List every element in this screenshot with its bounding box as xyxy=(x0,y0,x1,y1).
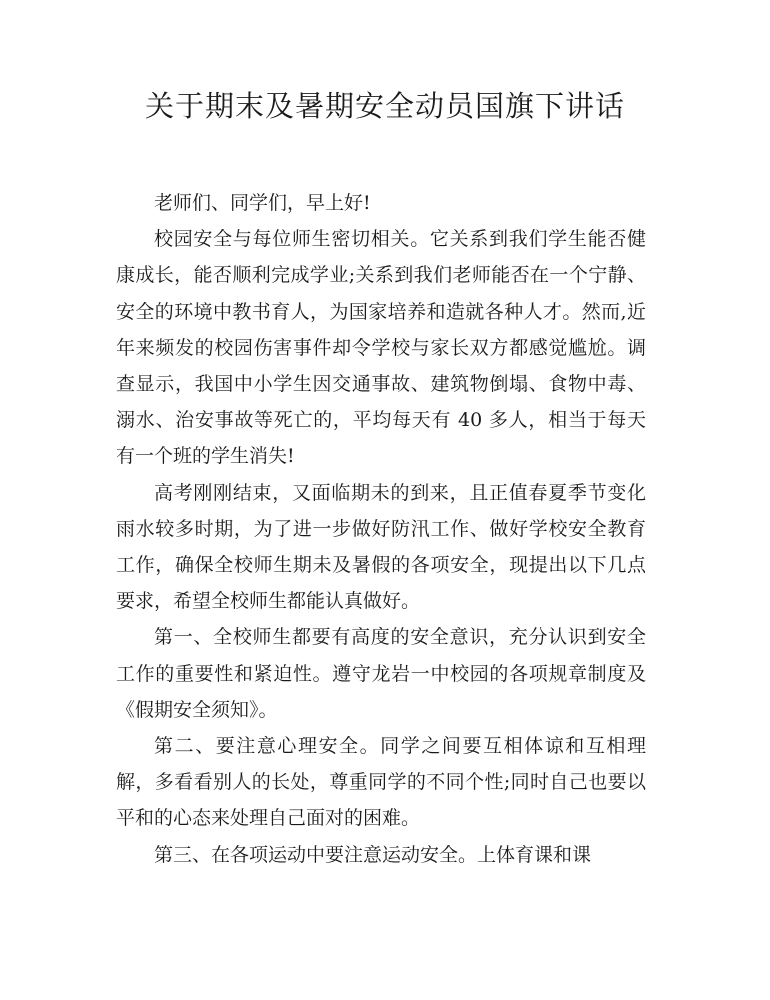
paragraph: 高考刚刚结束，又面临期未的到来，且正值春夏季节变化雨水较多时期，为了进一步做好防汛工作、做好学校安全教育工作，确保全校师生期未及暑假的各项安全，现提出以下几点要求，希望全校师生都能认真做好。 xyxy=(116,481,646,613)
paragraph: 第三、在各项运动中要注意运动安全。上体育课和课 xyxy=(154,843,592,866)
paragraph-greeting: 老师们、同学们，早上好! xyxy=(154,192,371,214)
document-title: 关于期末及暑期安全动员国旗下讲话 xyxy=(144,89,625,123)
paragraph: 第一、全校师生都要有高度的安全意识，充分认识到安全工作的重要性和紧迫性。遵守龙岩一中校园的各项规章制度及《假期安全须知》。 xyxy=(116,626,646,721)
paragraph: 校园安全与每位师生密切相关。它关系到我们学生能否健康成长，能否顺利完成学业;关系到我们老师能否在一个宁静、安全的环境中教书育人，为国家培养和造就各种人才。然而,近年来频发的校园伤害事件却令学校与家长双方都感觉尴尬。调查显示，我国中小学生因交通事故、建筑物倒塌、食物中毒、溺水、治安事故等死亡的，平均每天有 40 多人，相当于每天有一个班的学生消失! xyxy=(116,228,646,468)
document-body xyxy=(116,185,646,873)
paragraph: 第二、要注意心理安全。同学之间要互相体谅和互相理解，多看看别人的长处，尊重同学的不同个性;同时自己也要以平和的心态来处理自己面对的困难。 xyxy=(116,735,646,830)
